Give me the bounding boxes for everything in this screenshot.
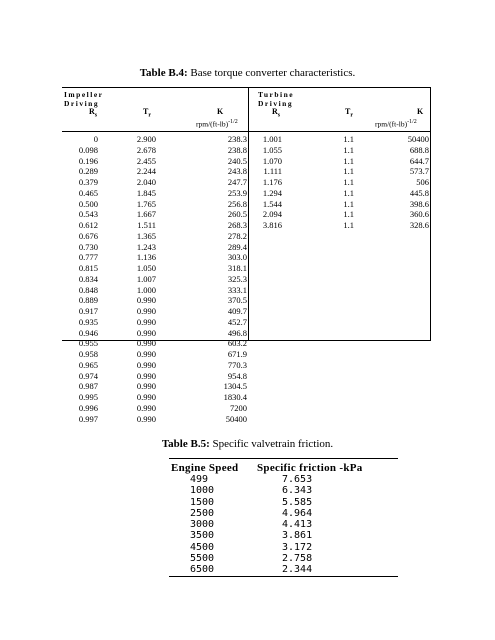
engine-speed-cell: 2500 [190, 507, 215, 519]
turbine-tr-cell: 1.1 [343, 155, 354, 166]
impeller-rs-cell: 0.777 [78, 252, 98, 263]
engine-speed-cell: 3000 [190, 519, 215, 531]
turbine-rs-cell: 3.816 [262, 220, 282, 230]
impeller-tr-cell: 1.136 [136, 252, 156, 263]
table-b5-caption [0, 438, 495, 450]
specific-friction-cell: 2.758 [282, 553, 313, 565]
header-k-turbine: K [417, 107, 424, 116]
turbine-rs-cell: 1.055 [262, 144, 282, 155]
impeller-tr-cell: 1.765 [136, 198, 156, 209]
impeller-k-cell: 289.4 [227, 241, 247, 252]
specific-friction-cell: 6.343 [282, 485, 313, 497]
impeller-tr-cell: 2.455 [136, 155, 156, 166]
specific-friction-cell: 3.861 [282, 530, 313, 542]
turbine-tr-cell: 1.1 [343, 220, 354, 230]
turbine-rs-cell: 2.094 [262, 209, 282, 220]
impeller-k-cell: 671.9 [227, 349, 247, 359]
header-rs-impeller: $R_s$ [89, 107, 98, 119]
impeller-rs-cell: 0.958 [78, 349, 98, 359]
impeller-rs-cell: 0.730 [78, 241, 98, 252]
impeller-k-cell: 50400 [225, 413, 247, 424]
impeller-rs-cell: 0.889 [78, 295, 98, 306]
turbine-group-label [258, 90, 294, 108]
impeller-rs-cell: 0.917 [78, 306, 98, 316]
header-tr-turbine: $T_r$ [345, 107, 354, 119]
turbine-k-cell: 644.7 [409, 155, 429, 166]
impeller-rs-cell: 0.987 [78, 381, 98, 392]
table-b4-caption [0, 67, 495, 79]
engine-speed-cell: 4500 [190, 541, 215, 553]
impeller-k-cell: 303.0 [227, 252, 247, 263]
impeller-tr-cell: 0.990 [136, 370, 156, 381]
impeller-rs-cell: 0.612 [78, 220, 98, 230]
turbine-tr-cell: 1.1 [343, 177, 354, 187]
impeller-tr-cell: 2.678 [136, 144, 156, 155]
turbine-k-cell: 445.8 [409, 187, 429, 198]
impeller-k-cell: 409.7 [227, 306, 247, 316]
specific-friction-cell: 2.344 [282, 564, 313, 576]
turbine-tr-cell: 1.1 [343, 209, 354, 220]
turbine-tr-cell: 1.1 [343, 134, 354, 144]
impeller-k-cell: 268.3 [227, 220, 247, 230]
impeller-group-label [64, 90, 104, 108]
engine-speed-cell: 1000 [190, 485, 215, 497]
impeller-tr-cell: 0.990 [136, 306, 156, 316]
impeller-tr-column [122, 134, 156, 424]
impeller-k-cell: 452.7 [227, 316, 247, 327]
impeller-rs-cell: 0 [93, 134, 98, 144]
turbine-rs-cell: 1.544 [262, 198, 282, 209]
turbine-rs-cell: 1.001 [262, 134, 282, 144]
turbine-tr-cell: 1.1 [343, 144, 354, 155]
header-tr-impeller: $T_r$ [143, 107, 152, 119]
turbine-k-cell: 688.8 [409, 144, 429, 155]
turbine-tr-column [330, 134, 354, 231]
table-b5-caption-text: Specific valvetrain friction. [209, 438, 334, 450]
impeller-k-cell: 238.3 [227, 134, 247, 144]
impeller-driving-label: Driving [64, 99, 100, 108]
impeller-tr-cell: 0.990 [136, 327, 156, 338]
impeller-tr-cell: 2.040 [136, 177, 156, 187]
impeller-k-cell: 260.5 [227, 209, 247, 220]
impeller-rs-cell: 0.500 [78, 198, 98, 209]
specific-friction-cell: 7.653 [282, 474, 313, 485]
table-b5-caption-label: Table B.5: [161, 438, 210, 450]
table-b5 [169, 458, 398, 577]
unit-k-impeller: rpm/$(ft-lb)^{-1/2}$ [196, 119, 238, 129]
impeller-k-cell: 770.3 [227, 359, 247, 370]
impeller-rs-cell: 0.965 [78, 359, 98, 370]
impeller-rs-cell: 0.848 [78, 284, 98, 295]
turbine-k-cell: 50400 [407, 134, 429, 144]
turbine-rs-cell: 1.294 [262, 187, 282, 198]
impeller-k-cell: 325.3 [227, 273, 247, 284]
turbine-tr-cell: 1.1 [343, 198, 354, 209]
table-b4 [62, 87, 431, 424]
impeller-rs-cell: 0.955 [78, 338, 98, 349]
engine-speed-cell: 6500 [190, 564, 215, 576]
impeller-tr-cell: 0.990 [136, 359, 156, 370]
specific-friction-cell: 4.413 [282, 519, 313, 531]
impeller-tr-cell: 0.990 [136, 338, 156, 349]
table-b4-divider-right [430, 88, 431, 340]
turbine-k-column [382, 134, 429, 231]
table-b4-caption-text: Base torque converter characteristics. [187, 67, 356, 79]
impeller-rs-cell: 0.098 [78, 144, 98, 155]
specific-friction-column [282, 474, 312, 576]
engine-speed-column [190, 474, 214, 576]
impeller-rs-cell: 0.815 [78, 263, 98, 273]
header-engine-speed: Engine Speed [171, 462, 239, 474]
turbine-tr-cell: 1.1 [343, 187, 354, 198]
impeller-rs-cell: 0.543 [78, 209, 98, 220]
engine-speed-cell: 5500 [190, 553, 215, 565]
turbine-driving-label: Driving [258, 99, 294, 108]
impeller-rs-cell: 0.946 [78, 327, 98, 338]
turbine-rs-cell: 1.176 [262, 177, 282, 187]
specific-friction-cell: 3.172 [282, 541, 313, 553]
impeller-tr-cell: 2.900 [136, 134, 156, 144]
engine-speed-cell: 3500 [190, 530, 215, 542]
turbine-k-cell: 573.7 [409, 166, 429, 177]
impeller-k-cell: 333.1 [227, 284, 247, 295]
impeller-rs-cell: 0.995 [78, 392, 98, 402]
turbine-tr-cell: 1.1 [343, 166, 354, 177]
impeller-rs-cell: 0.289 [78, 166, 98, 177]
impeller-tr-cell: 1.000 [136, 284, 156, 295]
turbine-k-cell: 398.6 [409, 198, 429, 209]
impeller-rs-cell: 0.379 [78, 177, 98, 187]
impeller-rs-cell: 0.997 [78, 413, 98, 424]
impeller-tr-cell: 1.243 [136, 241, 156, 252]
impeller-rs-cell: 0.676 [78, 230, 98, 241]
impeller-k-cell: 318.1 [227, 263, 247, 273]
table-b4-caption-label: Table B.4: [139, 67, 188, 79]
impeller-tr-cell: 0.990 [136, 392, 156, 402]
turbine-label: Turbine [258, 90, 295, 99]
unit-k-turbine: rpm/$(ft-lb)^{-1/2}$ [375, 119, 417, 129]
impeller-tr-cell: 1.511 [137, 220, 156, 230]
header-k-impeller: K [217, 107, 224, 116]
impeller-k-cell: 496.8 [227, 327, 247, 338]
impeller-rs-cell: 0.935 [78, 316, 98, 327]
impeller-k-cell: 954.8 [227, 370, 247, 381]
impeller-tr-cell: 0.990 [136, 402, 156, 413]
impeller-k-cell: 238.8 [227, 144, 247, 155]
header-specific-friction: Specific friction -kPa [257, 462, 363, 474]
impeller-tr-cell: 0.990 [136, 349, 156, 359]
impeller-tr-cell: 0.990 [136, 381, 156, 392]
turbine-rs-cell: 1.111 [263, 166, 282, 177]
impeller-k-cell: 7200 [230, 402, 247, 413]
impeller-k-cell: 603.2 [227, 338, 247, 349]
impeller-rs-cell: 0.974 [78, 370, 98, 381]
turbine-rs-column [250, 134, 282, 231]
engine-speed-cell: 499 [190, 474, 209, 485]
impeller-label: Impeller [64, 90, 104, 99]
impeller-tr-cell: 1.050 [136, 263, 156, 273]
turbine-k-cell: 506 [416, 177, 429, 187]
header-rs-turbine: $R_s$ [272, 107, 281, 119]
impeller-k-cell: 256.8 [227, 198, 247, 209]
impeller-k-cell: 370.5 [227, 295, 247, 306]
impeller-tr-cell: 1.845 [136, 187, 156, 198]
impeller-k-column [202, 134, 247, 424]
turbine-k-cell: 328.6 [409, 220, 429, 230]
impeller-k-cell: 243.8 [227, 166, 247, 177]
engine-speed-cell: 1500 [190, 496, 215, 508]
turbine-rs-cell: 1.070 [262, 155, 282, 166]
impeller-tr-cell: 2.244 [136, 166, 156, 177]
impeller-k-cell: 1830.4 [223, 392, 247, 402]
impeller-tr-cell: 0.990 [136, 413, 156, 424]
impeller-k-cell: 253.9 [227, 187, 247, 198]
impeller-rs-cell: 0.196 [78, 155, 98, 166]
impeller-tr-cell: 1.365 [136, 230, 156, 241]
impeller-k-cell: 240.5 [227, 155, 247, 166]
table-b4-header-rule [62, 131, 431, 132]
impeller-rs-column [62, 134, 98, 424]
impeller-tr-cell: 1.007 [136, 273, 156, 284]
table-b4-divider-left [248, 88, 249, 340]
impeller-rs-cell: 0.834 [78, 273, 98, 284]
impeller-k-cell: 278.2 [227, 230, 247, 241]
impeller-tr-cell: 1.667 [136, 209, 156, 220]
specific-friction-cell: 5.585 [282, 496, 313, 508]
turbine-k-cell: 360.6 [409, 209, 429, 220]
impeller-tr-cell: 0.990 [136, 316, 156, 327]
impeller-tr-cell: 0.990 [136, 295, 156, 306]
impeller-k-cell: 1304.5 [223, 381, 247, 392]
impeller-k-cell: 247.7 [227, 177, 247, 187]
impeller-rs-cell: 0.465 [78, 187, 98, 198]
impeller-rs-cell: 0.996 [78, 402, 98, 413]
specific-friction-cell: 4.964 [282, 507, 313, 519]
